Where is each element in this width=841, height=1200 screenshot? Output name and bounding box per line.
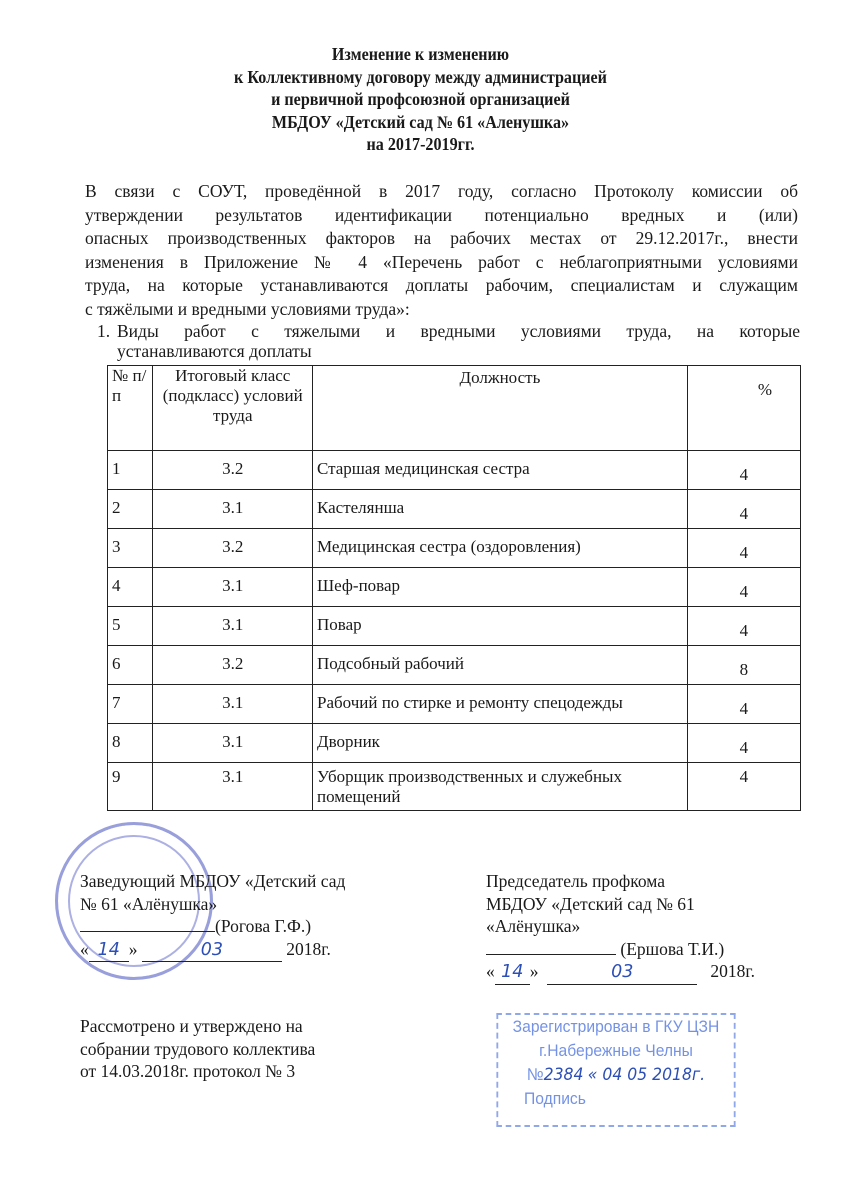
stamp-date: « 04 05 2018г. [587, 1065, 706, 1085]
para-line: труда, на которые устанавливаются доплаты рабочим, специалистам и служащим [85, 275, 798, 295]
para-line: опасных производственных факторов на рабочих местах от 29.12.2017г., внести [85, 228, 798, 248]
cell-class: 3.1 [153, 685, 313, 724]
para-line: В связи с СОУТ, проведённой в 2017 году, согласно Протоколу комиссии об [85, 181, 798, 201]
cell-percent: 8 [687, 646, 800, 685]
cell-class: 3.1 [153, 568, 313, 607]
approval-line: собрании трудового коллектива [80, 1038, 316, 1059]
signer-name: (Ершова Т.И.) [620, 938, 725, 959]
cell-percent: 4 [687, 490, 800, 529]
approval-line: от 14.03.2018г. протокол № 3 [80, 1061, 296, 1081]
signer-name: (Рогова Г.Ф.) [215, 916, 312, 936]
para-line: с тяжёлыми и вредными условиями труда»: [85, 298, 410, 319]
title-line: и первичной профсоюзной организацией [271, 89, 570, 109]
list-text: Виды работ с тяжелыми и вредными условиями труда, на которые [117, 321, 800, 341]
document-title [34, 43, 808, 156]
stamp-number: 2384 [543, 1065, 584, 1085]
table-row [108, 451, 801, 490]
cell-position: Рабочий по стирке и ремонту спецодежды [312, 685, 687, 724]
sign-day: 14 [89, 939, 129, 963]
cell-number: 8 [108, 724, 153, 763]
cell-percent: 4 [687, 724, 800, 763]
table-row [108, 646, 801, 685]
cell-number: 2 [108, 490, 153, 529]
cell-number: 5 [108, 607, 153, 646]
para-line: утверждении результатов идентификации потенциально вредных и (или) [85, 204, 798, 225]
sign-year: 2018г. [710, 961, 755, 981]
cell-number: 1 [108, 451, 153, 490]
table-row [108, 568, 801, 607]
table-header-row [108, 366, 801, 451]
table-row [108, 490, 801, 529]
title-line: на 2017-2019гг. [366, 134, 475, 154]
approval-line: Рассмотрено и утверждено на [80, 1016, 303, 1036]
table-row [108, 529, 801, 568]
title-line: к Коллективному договору между администрацией [234, 66, 607, 87]
cell-percent: 4 [687, 685, 800, 724]
sign-month: 03 [547, 961, 697, 985]
cell-percent: 4 [687, 451, 800, 490]
cell-number: 4 [108, 568, 153, 607]
cell-class: 3.1 [153, 763, 313, 811]
signer-org: «Алёнушка» [486, 916, 581, 936]
stamp-signature-label: Подпись [524, 1089, 586, 1108]
cell-number: 3 [108, 529, 153, 568]
registration-stamp [496, 1013, 735, 1127]
cell-class: 3.1 [153, 607, 313, 646]
cell-position: Подсобный рабочий [312, 646, 687, 685]
cell-number: 6 [108, 646, 153, 685]
sign-year: 2018г. [286, 938, 331, 959]
approval-note [80, 1015, 315, 1083]
signer-org: № 61 «Алёнушка» [80, 893, 218, 914]
cell-class: 3.1 [153, 724, 313, 763]
sign-month: 03 [142, 939, 282, 963]
header-class: Итоговый класс (подкласс) условий труда [153, 366, 313, 451]
table-row [108, 685, 801, 724]
cell-percent: 4 [687, 568, 800, 607]
cell-position: Дворник [312, 724, 687, 763]
signer-title: Заведующий МБДОУ «Детский сад [80, 871, 346, 891]
left-signature-block: Заведующий МБДОУ «Детский сад № 61 «Алёнушка» (Рогова Г.Ф.) « 14 » 03 2018г. [80, 870, 345, 962]
table-row [108, 607, 801, 646]
title-line: МБДОУ «Детский сад № 61 «Аленушка» [271, 111, 570, 132]
para-line: изменения в Приложение № 4 «Перечень работ с неблагоприятными условиями [85, 251, 798, 272]
title-line: Изменение к изменению [331, 44, 510, 64]
cell-percent: 4 [687, 529, 800, 568]
cell-class: 3.2 [153, 529, 313, 568]
cell-percent: 4 [687, 607, 800, 646]
right-signature-block: Председатель профкома МБДОУ «Детский сад № 61 «Алёнушка» (Ершова Т.И.) « 14 » 03 2018г. [486, 870, 755, 985]
intro-paragraph [85, 180, 798, 321]
stamp-number-prefix: № [526, 1065, 544, 1084]
cell-position: Старшая медицинская сестра [312, 451, 687, 490]
cell-class: 3.1 [153, 490, 313, 529]
table-row [108, 724, 801, 763]
list-number: 1. [97, 321, 111, 341]
cell-percent: 4 [687, 763, 800, 811]
cell-class: 3.2 [153, 646, 313, 685]
cell-position: Уборщик производственных и служебных помещений [312, 763, 687, 811]
sign-day: 14 [495, 961, 530, 985]
stamp-line: Зарегистрирован в ГКУ ЦЗН [512, 1017, 720, 1036]
cell-position: Шеф-повар [312, 568, 687, 607]
cell-number: 7 [108, 685, 153, 724]
header-number: № п/п [108, 366, 153, 451]
signer-title: Председатель профкома [486, 871, 666, 891]
cell-class: 3.2 [153, 451, 313, 490]
cell-position: Кастелянша [312, 490, 687, 529]
header-percent: % [687, 366, 800, 451]
cell-number: 9 [108, 763, 153, 811]
cell-position: Медицинская сестра (оздоровления) [312, 529, 687, 568]
stamp-line: г.Набережные Челны [539, 1041, 693, 1060]
signer-org: МБДОУ «Детский сад № 61 [486, 893, 695, 914]
table-row [108, 763, 801, 811]
header-position: Должность [312, 366, 687, 451]
positions-table [107, 365, 801, 811]
list-text: устанавливаются доплаты [117, 341, 312, 361]
cell-position: Повар [312, 607, 687, 646]
